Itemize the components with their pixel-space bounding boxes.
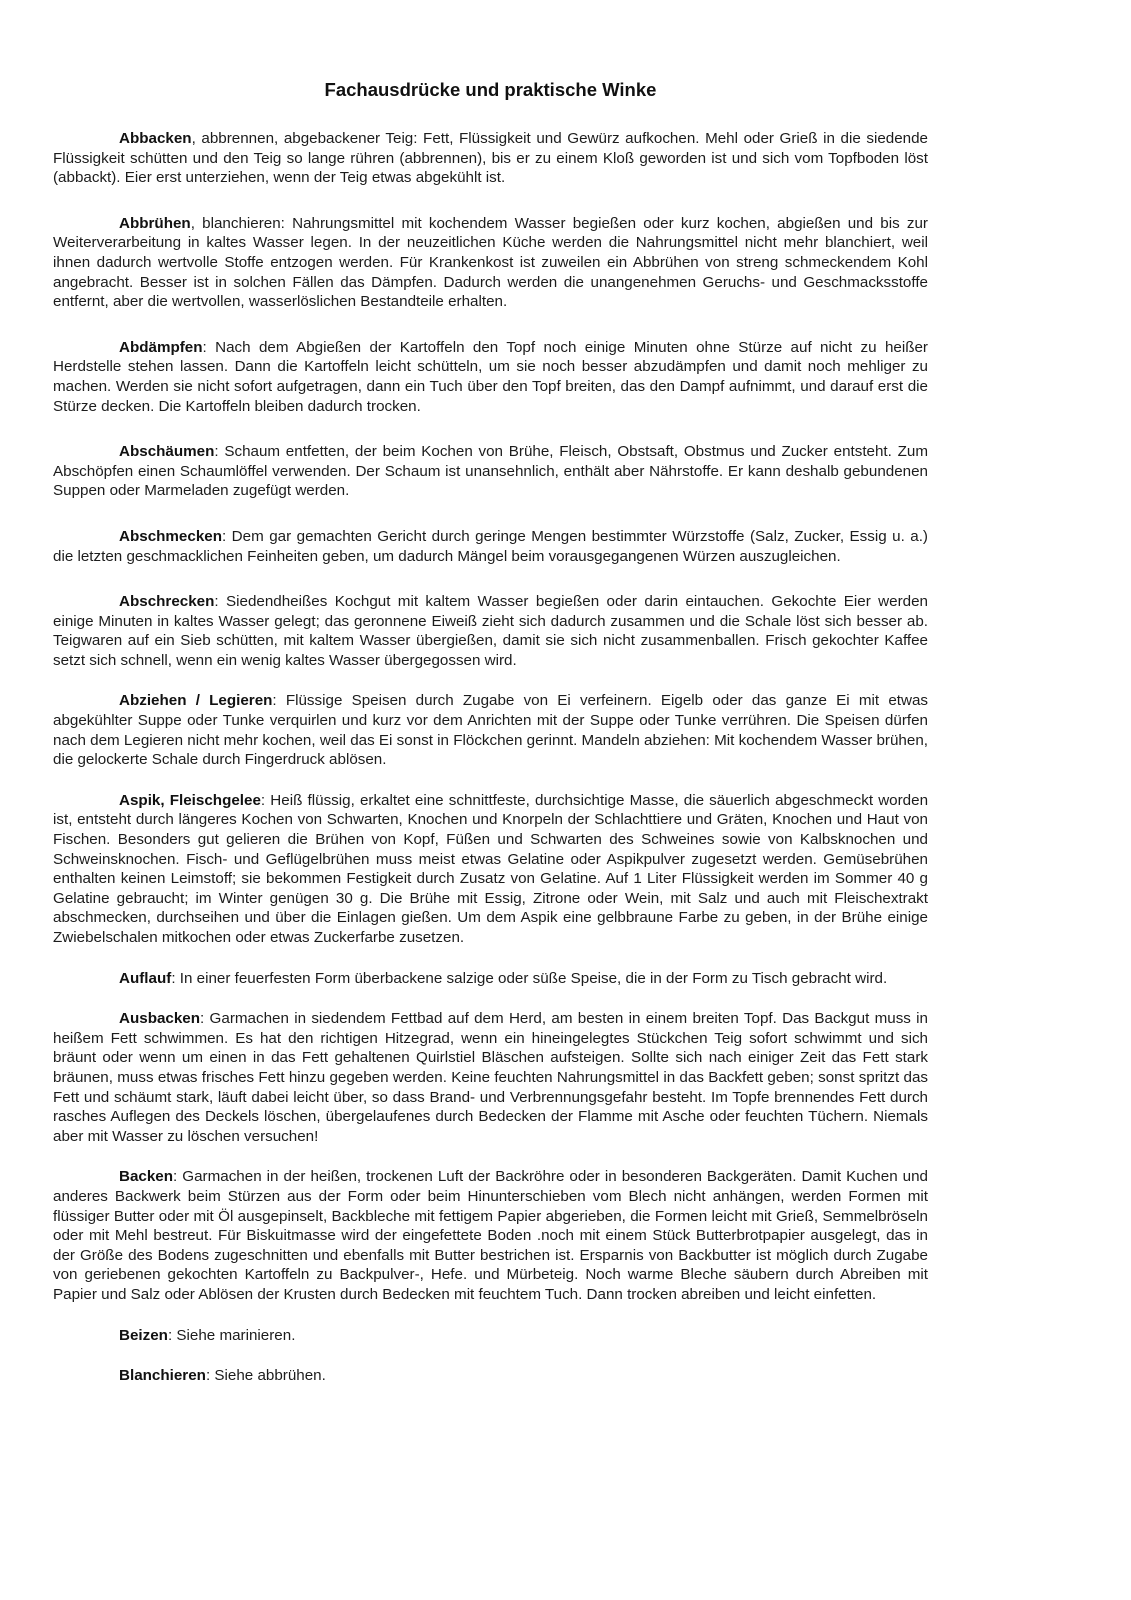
entry-abbacken xyxy=(53,129,928,188)
entry-beizen xyxy=(53,1326,928,1346)
spacer xyxy=(53,416,928,442)
entry-text: : In einer feuerfesten Form überbackene salzige oder süße Speise, die in der Form zu Tisch gebracht wird. xyxy=(171,969,888,987)
entry-text: : Schaum entfetten, der beim Kochen von Brühe, Fleisch, Obstsaft, Obstmus und Zucker entsteht. Zum Abschöpfen einen Schaumlöffel verwenden. Der Schaum ist unansehnlich, enthält aber Nährstoffe. Er kann deshalb gebundenen Suppen oder Marmeladen zugefügt werden. xyxy=(53,443,928,500)
document-page xyxy=(53,78,928,1386)
entry-text: : Siehe abbrühen. xyxy=(205,1367,326,1385)
entry-text: : Siehe marinieren. xyxy=(167,1326,296,1344)
entry-text: , blanchieren: Nahrungsmittel mit kochendem Wasser begießen oder kurz kochen, abgießen und bis zur Weiterverarbeitung in kaltes Wasser legen. In der neuzeitlichen Küche werden die Nahrungsmittel nicht mehr blanchiert, weil ihnen dadurch wertvolle Stoffe entzogen werden. Für Krankenkost ist zuweilen ein Abbrühen von streng schmeckendem Kohl angebracht. Besser ist in solchen Fällen das Dämpfen. Dadurch werden die unangenehmen Geruchs- und Geschmacksstoffe entfernt, aber die wertvollen, wasserlöslichen Bestandteile erhalten. xyxy=(53,214,928,311)
entry-text: : Dem gar gemachten Gericht durch geringe Mengen bestimmter Würzstoffe (Salz, Zucker, Essig u. a.) die letzten geschmacklichen Feinheiten geben, um dadurch Mängel beim vorausgegangenen Würzen auszugleichen. xyxy=(53,527,928,565)
spacer xyxy=(53,988,928,1009)
spacer xyxy=(53,312,928,338)
entry-text: : Siedendheißes Kochgut mit kaltem Wasser begießen oder darin eintauchen. Gekochte Eier werden einige Minuten in kaltes Wasser gelegt; das geronnene Eiweiß zieht sich dadurch zusammen und die Schale löst sich besser ab. Teigwaren auf ein Sieb schütten, mit kaltem Wasser übergießen, damit sie sich nicht zusammenballen. Frisch gekochter Kaffee setzt sich schnell, wenn ein wenig kaltes Wasser übergegossen wird. xyxy=(53,593,928,669)
spacer xyxy=(53,1305,928,1326)
entry-term: Abschmecken xyxy=(119,527,222,545)
spacer xyxy=(53,566,928,592)
entry-term: Ausbacken xyxy=(119,1010,201,1028)
entry-text: , abbrennen, abgebackener Teig: Fett, Flüssigkeit und Gewürz aufkochen. Mehl oder Grieß in die siedende Flüssigkeit schütten und den Teig so lange rühren (abbrennen), bis er zu einem Kloß geworden ist und sich vom Topfboden löst (abbackt). Eier erst unterziehen, wenn der Teig etwas abgekühlt ist. xyxy=(53,130,928,187)
entry-term: Abschäumen xyxy=(119,443,215,461)
entry-text: : Heiß flüssig, erkaltet eine schnittfeste, durchsichtige Masse, die säuerlich abgeschmeckt worden ist, entsteht durch längeres Kochen von Schwarten, Knochen und Knorpeln der Schlachttiere und Gräten, Knochen und Haut von Fischen. Besonders gut gelieren die Brühen von Kopf, Füßen und Schwarten des Schweines sowie von Kalbsknochen und Schweinsknochen. Fisch- und Geflügelbrühen muss meist etwas Gelatine oder Aspikpulver zugesetzt werden. Gemüsebrühen enthalten keinen Leimstoff; sie bekommen Festigkeit durch Zusatz von Gelatine. Auf 1 Liter Flüssigkeit werden im Sommer 40 g Gelatine gebraucht; im Winter genügen 30 g. Die Brühe mit Essig, Zitrone oder Wein, mit Salz und auch mit Fleischextrakt abschmecken, durchseihen und über die Einlagen gießen. Um dem Aspik eine gelbbraune Farbe zu geben, in der Brühe einige Zwiebelschalen mitkochen oder etwas Zuckerfarbe zusetzen. xyxy=(53,791,929,946)
entry-text: : Flüssige Speisen durch Zugabe von Ei verfeinern. Eigelb oder das ganze Ei mit etwas abgekühlter Suppe oder Tunke verquirlen und kurz vor dem Anrichten mit der Suppe oder Tunke verrühren. Die Speisen dürfen nach dem Legieren nicht mehr kochen, weil das Ei sonst in Flöckchen gerinnt. Mandeln abziehen: Mit kochendem Wasser brühen, die gelockerte Schale durch Fingerdruck ablösen. xyxy=(53,692,928,769)
entry-abschaeumen xyxy=(53,442,928,501)
page-title: Fachausdrücke und praktische Winke xyxy=(324,79,657,100)
entry-blanchieren xyxy=(53,1366,928,1386)
entry-term: Abdämpfen xyxy=(119,338,203,356)
entry-term: Aspik, Fleischgelee xyxy=(119,791,261,809)
entry-abschmecken xyxy=(53,527,928,566)
spacer xyxy=(53,1146,928,1167)
entry-backen xyxy=(53,1167,928,1304)
spacer xyxy=(53,770,928,791)
entry-auflauf xyxy=(53,969,928,989)
entry-term: Abbacken xyxy=(119,130,192,147)
entry-abbruehen xyxy=(53,214,928,312)
entry-aspik xyxy=(53,791,928,948)
entry-term: Abziehen / Legieren xyxy=(119,692,273,710)
entry-abziehen-legieren xyxy=(53,691,928,769)
entry-term: Blanchieren xyxy=(119,1367,206,1385)
entry-abdaempfen xyxy=(53,338,928,416)
spacer xyxy=(53,188,928,214)
entry-abschrecken xyxy=(53,592,928,670)
spacer xyxy=(53,670,928,691)
entry-term: Backen xyxy=(119,1168,174,1186)
entry-text: : Garmachen in der heißen, trockenen Luft der Backröhre oder in besonderen Backgeräten. Damit Kuchen und anderes Backwerk beim Stürzen aus der Form oder beim Hinunterschieben vom Blech nicht anhängen, werden Formen mit flüssiger Butter oder mit Öl ausgepinselt, Backbleche mit fettigem Papier abgerieben, die Formen leicht mit Grieß, Semmelbröseln oder mit Mehl bestreut. Für Biskuitmasse wird der eingefettete Boden .noch mit einem Stück Butterbrotpapier ausgelegt, das in der Größe des Bodens zugeschnitten und ebenfalls mit Butter bestrichen ist. Ersparnis von Backbutter ist möglich durch Zugabe von geriebenen gekochten Kartoffeln zu Backpulver-, Hefe. und Mürbeteig. Noch warme Bleche säubern durch Abreiben mit Papier und Salz oder Ablösen der Krusten durch Bedecken mit feuchtem Tuch. Dann trocken abreiben und leicht einfetten. xyxy=(53,1168,928,1303)
entry-text: : Garmachen in siedendem Fettbad auf dem Herd, am besten in einem breiten Topf. Das Backgut muss in heißem Fett schwimmen. Es hat den richtigen Hitzegrad, wenn ein hineingelegtes Stückchen Teig sofort schwimmt und sich bräunt oder wenn um einen in das Fett gehaltenen Quirlstiel Bläschen aufsteigen. Sollte sich nach einiger Zeit das Fett stark bräunen, muss etwas frisches Fett hinzu gegeben werden. Keine feuchten Nahrungsmittel in das Backfett geben; sonst spritzt das Fett und schäumt stark, läuft dabei leicht über, so dass Brand- und Verbrennungsgefahr besteht. Im Topfe brennendes Fett durch rasches Auflegen des Deckels löschen, übergelaufenes durch Bedecken der Flamme mit Asche oder feuchten Tüchern. Niemals aber mit Wasser zu löschen versuchen! xyxy=(53,1010,928,1145)
spacer xyxy=(53,948,928,969)
entry-term: Beizen xyxy=(119,1326,168,1344)
entry-text: : Nach dem Abgießen der Kartoffeln den Topf noch einige Minuten ohne Stürze auf nicht zu heißer Herdstelle stehen lassen. Dann die Kartoffeln leicht schütteln, um sie noch besser abzudämpfen und damit noch mehliger zu machen. Werden sie nicht sofort aufgetragen, dann ein Tuch über den Topf breiten, das den Dampf aufnimmt, und darauf erst die Stürze decken. Die Kartoffeln bleiben dadurch trocken. xyxy=(53,338,928,415)
entry-term: Abschrecken xyxy=(119,593,215,611)
spacer xyxy=(53,1345,928,1366)
entry-term: Auflauf xyxy=(119,969,172,987)
entry-ausbacken xyxy=(53,1009,928,1146)
spacer xyxy=(53,501,928,527)
entry-term: Abbrühen xyxy=(119,214,191,232)
